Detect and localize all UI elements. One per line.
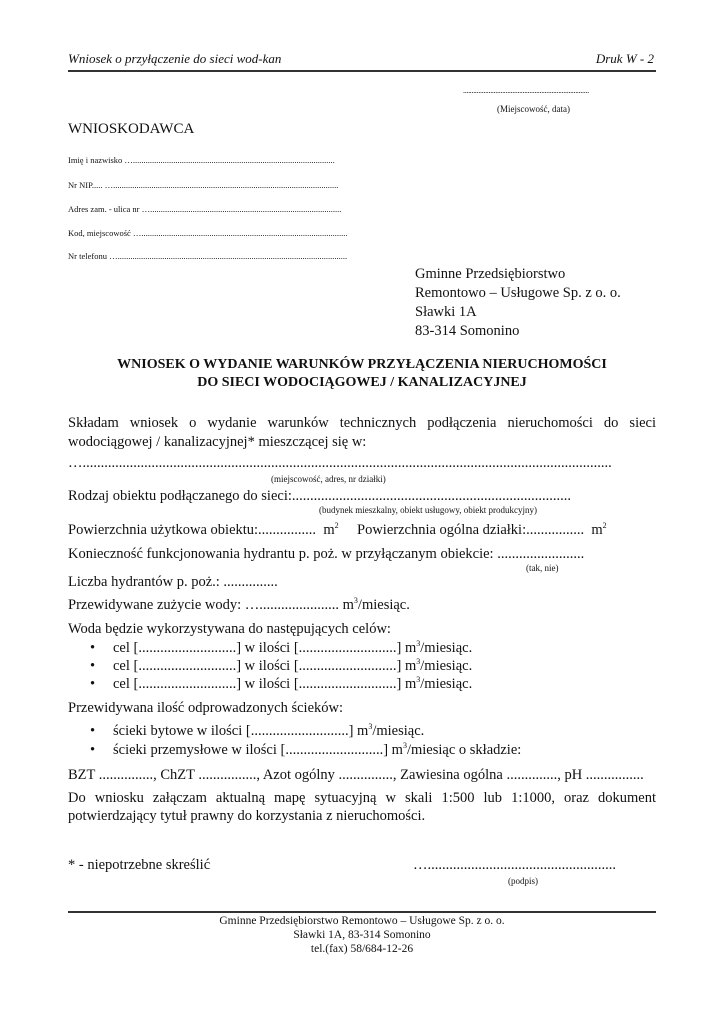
purpose-item: cel [...........................] w ilości [...........................] $m^3$/miesiąc. xyxy=(113,639,473,656)
footer-line: tel.(fax) 58/684-12-26 xyxy=(310,943,414,955)
recipient-line: Sławki 1A xyxy=(415,304,477,320)
city-field: Kod, miejscowość …................................................................................................. xyxy=(68,228,348,238)
hydrant-count-field: Liczba hydrantów p. poż.: ............... xyxy=(68,574,278,590)
attachments-line2: potwierdzający tytuł prawny do korzystania z nieruchomości. xyxy=(68,808,426,824)
sewage-heading: Przewidywana ilość odprowadzonych ścieków: xyxy=(68,700,344,716)
address-field: Adres zam. - ulica nr ….......................................................................................... xyxy=(68,204,342,214)
bullet: • xyxy=(90,723,96,739)
location-dots: ….................................................................................................................................................. xyxy=(68,455,612,471)
bullet: • xyxy=(90,676,96,692)
sewage-item: ścieki przemysłowe w ilości [...........................] $m^3$/miesiąc o składzie: xyxy=(113,741,522,758)
hydrant-caption: (tak, nie) xyxy=(526,563,559,573)
place-date-caption: (Miejscowość, data) xyxy=(497,104,570,114)
place-date-dots: .......................................................................... xyxy=(463,86,589,95)
phone-field: Nr telefonu …............................................................................................................ xyxy=(68,251,348,261)
footer-line: Sławki 1A, 83-314 Somonino xyxy=(293,929,431,941)
header-rule xyxy=(68,70,656,72)
recipient-line: Remontowo – Usługowe Sp. z o. o. xyxy=(415,285,621,301)
footnote: * - niepotrzebne skreślić xyxy=(68,857,211,873)
form-code: Druk W - 2 xyxy=(595,51,654,66)
object-type-caption: (budynek mieszkalny, obiekt usługowy, obiekt produkcyjny) xyxy=(319,505,538,515)
sewage-item: ścieki bytowe w ilości [...........................] $m^3$/miesiąc. xyxy=(113,722,425,739)
usable-area-field: Powierzchnia użytkowa obiektu:................ $m^2$ xyxy=(68,521,339,538)
footer-line: Gminne Przedsiębiorstwo Remontowo – Usługowe Sp. z o. o. xyxy=(219,915,505,927)
header-title: Wniosek o przyłączenie do sieci wod-kan xyxy=(68,51,282,66)
recipient-line: Gminne Przedsiębiorstwo xyxy=(415,266,566,282)
hydrant-field: Konieczność funkcjonowania hydrantu p. poż. w przyłączanym obiekcie: ........................ xyxy=(68,546,585,562)
name-field: Imię i nazwisko …............................................................................................... xyxy=(68,155,335,165)
composition-line: BZT ..............., ChZT ................, Azot ogólny ..............., Zawiesina ogólna .............., pH ................ xyxy=(68,767,644,783)
applicant-heading: WNIOSKODAWCA xyxy=(68,121,195,137)
recipient-line: 83-314 Somonino xyxy=(415,323,520,339)
attachments-line1: Do wniosku załączam aktualną mapę sytuacyjną w skali 1:500 lub 1:1000, oraz dokument xyxy=(68,790,656,806)
signature-dots: ….................................................... xyxy=(413,857,616,873)
location-caption: (miejscowość, adres, nr działki) xyxy=(271,474,386,484)
form-title-line2: DO SIECI WODOCIĄGOWEJ / KANALIZACYJNEJ xyxy=(197,375,527,390)
purpose-item: cel [...........................] w ilości [...........................] $m^3$/miesiąc. xyxy=(113,657,473,674)
object-type-field: Rodzaj obiektu podłączanego do sieci:............................................................................. xyxy=(68,488,571,504)
form-title-line1: WNIOSEK O WYDANIE WARUNKÓW PRZYŁĄCZENIA NIERUCHOMOŚCI xyxy=(117,357,607,372)
signature-caption: (podpis) xyxy=(508,876,538,886)
nip-field: Nr NIP..... ….......................................................................................................... xyxy=(68,180,339,190)
water-usage-field: Przewidywane zużycie wody: …...................... $m^3$/miesiąc. xyxy=(68,596,410,613)
intro-line2: wodociągowej / kanalizacyjnej* mieszczącej się w: xyxy=(68,434,367,450)
bullet: • xyxy=(90,742,96,758)
intro-line1: Składam wniosek o wydanie warunków technicznych podłączenia nieruchomości do sieci xyxy=(68,415,656,431)
purposes-heading: Woda będzie wykorzystywana do następujących celów: xyxy=(68,621,391,637)
bullet: • xyxy=(90,640,96,656)
plot-area-field: Powierzchnia ogólna działki:................ $m^2$ xyxy=(357,521,607,538)
purpose-item: cel [...........................] w ilości [...........................] $m^3$/miesiąc. xyxy=(113,675,473,692)
footer-rule xyxy=(68,911,656,913)
bullet: • xyxy=(90,658,96,674)
